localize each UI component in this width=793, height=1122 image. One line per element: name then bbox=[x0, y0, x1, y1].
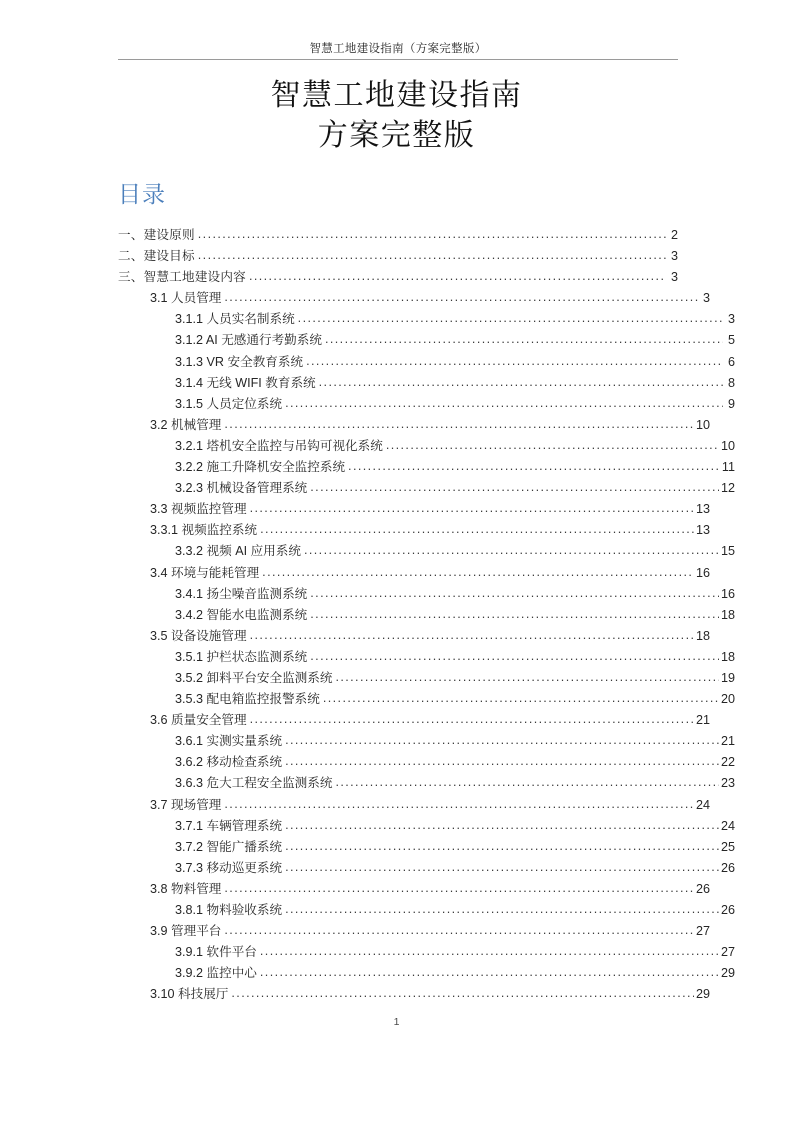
toc-entry[interactable] bbox=[118, 477, 735, 498]
toc-dot-leader bbox=[335, 776, 719, 788]
toc-dot-leader bbox=[285, 734, 719, 746]
toc-entry-label: 3.5 设备设施管理 bbox=[150, 628, 247, 643]
toc-entry[interactable] bbox=[118, 287, 710, 308]
toc-entry-page-number: 3 bbox=[727, 312, 735, 327]
toc-dot-leader bbox=[224, 418, 694, 430]
toc-entry[interactable] bbox=[118, 983, 710, 1004]
toc-entry[interactable] bbox=[118, 372, 735, 393]
toc-entry[interactable] bbox=[118, 899, 735, 920]
toc-entry-label: 3.1.5 人员定位系统 bbox=[175, 396, 283, 411]
toc-entry-page-number: 18 bbox=[720, 649, 735, 664]
toc-dot-leader bbox=[348, 460, 720, 472]
toc-dot-leader bbox=[335, 671, 719, 683]
toc-entry-page-number: 27 bbox=[695, 924, 710, 939]
toc-entry-label: 3.3.1 视频监控系统 bbox=[150, 523, 258, 538]
toc-dot-leader bbox=[386, 439, 719, 451]
toc-entry-page-number: 27 bbox=[720, 945, 735, 960]
toc-entry-label: 3.3.2 视频 AI 应用系统 bbox=[175, 544, 301, 559]
toc-dot-leader bbox=[285, 819, 719, 831]
toc-entry-page-number: 2 bbox=[670, 228, 678, 242]
header-divider bbox=[118, 59, 678, 60]
toc-entry-page-number: 22 bbox=[720, 755, 735, 770]
toc-dot-leader bbox=[298, 312, 723, 324]
toc-entry-label: 3.4.1 扬尘噪音监测系统 bbox=[175, 586, 308, 601]
toc-entry-label: 3.9 管理平台 bbox=[150, 924, 222, 939]
toc-entry-page-number: 8 bbox=[727, 375, 735, 390]
footer-page-number: 1 bbox=[393, 1016, 400, 1028]
toc-entry-page-number: 10 bbox=[720, 438, 735, 453]
toc-entry-label: 3.9.1 软件平台 bbox=[175, 945, 257, 960]
toc-entry-page-number: 15 bbox=[720, 544, 735, 559]
toc-entry-label: 3.7.2 智能广播系统 bbox=[175, 839, 283, 854]
toc-entry-page-number: 21 bbox=[720, 734, 735, 749]
toc-entry-page-number: 25 bbox=[720, 839, 735, 854]
toc-dot-leader bbox=[250, 713, 694, 725]
toc-entry-page-number: 3 bbox=[670, 270, 678, 285]
toc-entry-page-number: 16 bbox=[695, 565, 710, 580]
toc-entry-label: 3.1 人员管理 bbox=[150, 291, 222, 306]
toc-entry[interactable] bbox=[118, 329, 735, 350]
toc-entry-page-number: 10 bbox=[695, 417, 710, 432]
toc-entry-label: 3.10 科技展厅 bbox=[150, 987, 229, 1002]
toc-entry-page-number: 21 bbox=[695, 713, 710, 728]
toc-entry-label: 3.1.4 无线 WIFI 教育系统 bbox=[175, 375, 316, 390]
toc-entry[interactable] bbox=[118, 519, 710, 540]
toc-dot-leader bbox=[323, 692, 719, 704]
toc-entry-page-number: 24 bbox=[695, 797, 710, 812]
toc-entry-page-number: 26 bbox=[695, 881, 710, 896]
toc-entry[interactable] bbox=[118, 857, 735, 878]
document-title bbox=[0, 76, 793, 156]
toc-dot-leader bbox=[224, 924, 694, 936]
toc-entry-page-number: 29 bbox=[695, 987, 710, 1002]
toc-dot-leader bbox=[224, 798, 694, 810]
toc-entry-label: 三、智慧工地建设内容 bbox=[118, 270, 246, 285]
toc-entry[interactable] bbox=[118, 308, 735, 329]
toc-entry[interactable] bbox=[118, 730, 735, 751]
toc-entry-label: 3.5.1 护栏状态监测系统 bbox=[175, 649, 308, 664]
toc-entry-label: 3.4.2 智能水电监测系统 bbox=[175, 607, 308, 622]
toc-entry[interactable] bbox=[118, 456, 735, 477]
toc-entry-page-number: 29 bbox=[720, 966, 735, 981]
toc-entry[interactable] bbox=[118, 224, 678, 245]
toc-entry-label: 3.8 物料管理 bbox=[150, 881, 222, 896]
toc-dot-leader bbox=[224, 291, 698, 303]
toc-entry-label: 3.5.3 配电箱监控报警系统 bbox=[175, 692, 320, 707]
toc-dot-leader bbox=[310, 608, 719, 620]
toc-dot-leader bbox=[260, 966, 719, 978]
toc-entry[interactable] bbox=[118, 709, 710, 730]
toc-dot-leader bbox=[310, 481, 719, 493]
toc-dot-leader bbox=[224, 882, 694, 894]
toc-entry[interactable] bbox=[118, 772, 735, 793]
toc-entry-label: 3.1.3 VR 安全教育系统 bbox=[175, 354, 304, 369]
toc-dot-leader bbox=[285, 397, 723, 409]
toc-entry[interactable] bbox=[118, 435, 735, 456]
toc-entry[interactable] bbox=[118, 920, 710, 941]
toc-entry-label: 一、建设原则 bbox=[118, 228, 195, 242]
toc-entry-page-number: 24 bbox=[720, 818, 735, 833]
toc-entry-page-number: 19 bbox=[720, 670, 735, 685]
toc-entry-label: 二、建设目标 bbox=[118, 249, 195, 264]
toc-entry[interactable] bbox=[118, 540, 735, 561]
toc-entry-label: 3.6.1 实测实量系统 bbox=[175, 734, 283, 749]
toc-entry[interactable] bbox=[118, 604, 735, 625]
toc-entry-label: 3.7.1 车辆管理系统 bbox=[175, 818, 283, 833]
toc-entry[interactable] bbox=[118, 646, 735, 667]
toc-dot-leader bbox=[250, 502, 694, 514]
toc-entry-page-number: 3 bbox=[702, 291, 710, 306]
toc-entry-label: 3.5.2 卸料平台安全监测系统 bbox=[175, 670, 333, 685]
toc-entry-label: 3.7 现场管理 bbox=[150, 797, 222, 812]
toc-entry-page-number: 13 bbox=[695, 523, 710, 538]
toc-entry-page-number: 12 bbox=[720, 481, 735, 496]
toc-entry[interactable] bbox=[118, 245, 678, 266]
toc-entry-label: 3.1.2 AI 无感通行考勤系统 bbox=[175, 333, 322, 348]
toc-entry[interactable] bbox=[118, 266, 678, 287]
toc-entry-label: 3.3 视频监控管理 bbox=[150, 502, 247, 517]
toc-dot-leader bbox=[310, 650, 719, 662]
toc-entry-page-number: 18 bbox=[720, 607, 735, 622]
toc-entry[interactable] bbox=[118, 351, 735, 372]
toc-entry[interactable] bbox=[118, 751, 735, 772]
toc-entry[interactable] bbox=[118, 414, 710, 435]
toc-entry[interactable] bbox=[118, 498, 710, 519]
toc-entry-label: 3.2.2 施工升降机安全监控系统 bbox=[175, 460, 346, 475]
toc-dot-leader bbox=[304, 544, 719, 556]
toc-entry[interactable] bbox=[118, 667, 735, 688]
document-title-line-1: 智慧工地建设指南 bbox=[270, 79, 523, 112]
running-header-title: 智慧工地建设指南（方案完整版） bbox=[309, 43, 487, 55]
toc-dot-leader bbox=[250, 629, 694, 641]
toc-entry[interactable] bbox=[118, 878, 710, 899]
toc-entry-page-number: 6 bbox=[727, 354, 735, 369]
toc-entry[interactable] bbox=[118, 962, 735, 983]
table-of-contents bbox=[118, 224, 735, 1004]
toc-entry-label: 3.9.2 监控中心 bbox=[175, 966, 257, 981]
toc-entry[interactable] bbox=[118, 941, 735, 962]
toc-dot-leader bbox=[198, 228, 666, 240]
toc-entry-label: 3.8.1 物料验收系统 bbox=[175, 903, 283, 917]
toc-dot-leader bbox=[198, 249, 666, 261]
toc-dot-leader bbox=[310, 587, 719, 599]
toc-entry-label: 3.2.3 机械设备管理系统 bbox=[175, 481, 308, 496]
toc-entry-label: 3.6.2 移动检查系统 bbox=[175, 755, 283, 770]
toc-dot-leader bbox=[285, 903, 719, 915]
toc-entry-page-number: 20 bbox=[720, 692, 735, 707]
toc-entry-page-number: 5 bbox=[727, 333, 735, 348]
toc-entry-page-number: 26 bbox=[720, 903, 735, 917]
toc-dot-leader bbox=[249, 270, 666, 282]
toc-entry-page-number: 18 bbox=[695, 628, 710, 643]
toc-dot-leader bbox=[306, 355, 723, 367]
toc-entry-page-number: 13 bbox=[695, 502, 710, 517]
toc-entry-page-number: 11 bbox=[721, 460, 735, 475]
toc-dot-leader bbox=[285, 755, 719, 767]
toc-entry[interactable] bbox=[118, 625, 710, 646]
toc-entry-label: 3.4 环境与能耗管理 bbox=[150, 565, 260, 580]
toc-entry-page-number: 26 bbox=[720, 860, 735, 875]
toc-heading: 目录 bbox=[118, 181, 166, 207]
toc-entry-page-number: 16 bbox=[720, 586, 735, 601]
toc-entry[interactable] bbox=[118, 836, 735, 857]
toc-entry-label: 3.2 机械管理 bbox=[150, 417, 222, 432]
toc-dot-leader bbox=[231, 987, 694, 999]
toc-dot-leader bbox=[260, 523, 694, 535]
toc-entry-page-number: 3 bbox=[670, 249, 678, 264]
running-header bbox=[118, 42, 678, 60]
toc-entry-label: 3.7.3 移动巡更系统 bbox=[175, 860, 283, 875]
toc-entry-page-number: 23 bbox=[720, 776, 735, 791]
toc-entry[interactable] bbox=[118, 562, 710, 583]
toc-entry[interactable] bbox=[118, 688, 735, 709]
toc-dot-leader bbox=[285, 840, 719, 852]
toc-entry[interactable] bbox=[118, 393, 735, 414]
toc-entry-page-number: 9 bbox=[727, 396, 735, 411]
toc-dot-leader bbox=[260, 945, 719, 957]
document-title-line-2: 方案完整版 bbox=[317, 119, 476, 152]
toc-dot-leader bbox=[325, 333, 723, 345]
toc-entry-label: 3.6 质量安全管理 bbox=[150, 713, 247, 728]
toc-entry-label: 3.2.1 塔机安全监控与吊钩可视化系统 bbox=[175, 438, 383, 453]
toc-dot-leader bbox=[319, 376, 723, 388]
toc-entry[interactable] bbox=[118, 794, 710, 815]
toc-entry[interactable] bbox=[118, 815, 735, 836]
toc-dot-leader bbox=[285, 861, 719, 873]
toc-entry-label: 3.1.1 人员实名制系统 bbox=[175, 312, 295, 327]
toc-entry-label: 3.6.3 危大工程安全监测系统 bbox=[175, 776, 333, 791]
toc-dot-leader bbox=[262, 566, 694, 578]
toc-entry[interactable] bbox=[118, 583, 735, 604]
